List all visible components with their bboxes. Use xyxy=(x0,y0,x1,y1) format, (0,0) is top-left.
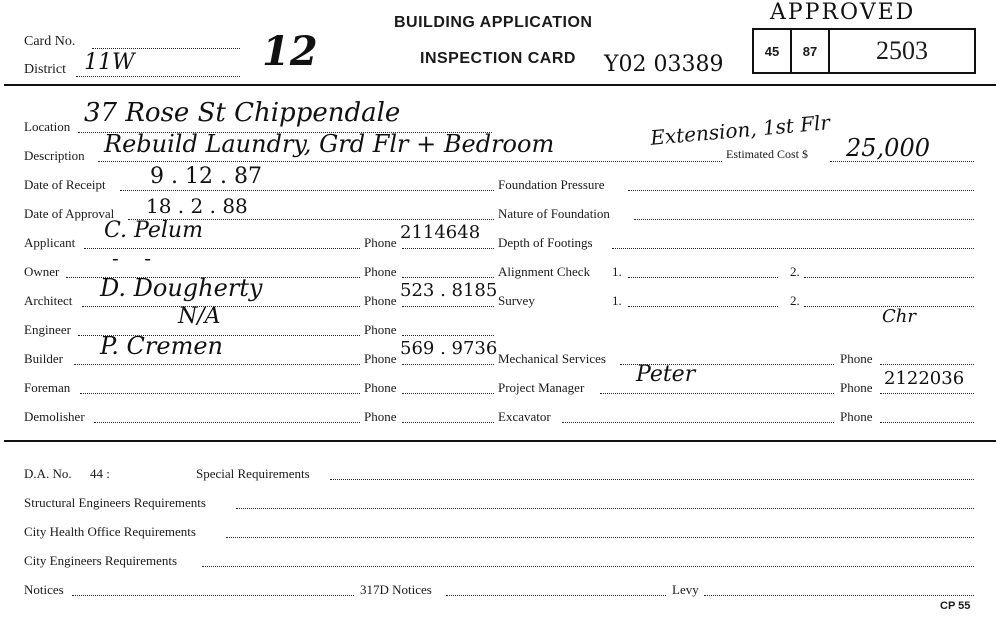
owner-value: - - xyxy=(112,246,151,270)
applicant-phone-line xyxy=(402,248,494,249)
alignment-check-2-label: 2. xyxy=(790,264,800,279)
architect-value: D. Dougherty xyxy=(100,274,263,302)
demolisher-phone-label: Phone xyxy=(364,409,397,424)
card-no-line xyxy=(92,48,240,49)
excavator-label: Excavator xyxy=(498,409,551,424)
date-of-receipt-line xyxy=(120,190,494,191)
alignment-check-2-line xyxy=(804,277,974,278)
demolisher-phone-line xyxy=(402,422,494,423)
engineer-value: N/A xyxy=(178,304,221,329)
excavator-line xyxy=(562,422,834,423)
engineer-phone-label: Phone xyxy=(364,322,397,337)
applicant-value: C. Pelum xyxy=(104,218,203,243)
owner-label: Owner xyxy=(24,264,60,279)
district-label: District xyxy=(24,62,66,77)
date-of-approval-value: 18 . 2 . 88 xyxy=(146,194,248,218)
estimated-cost-value: 25,000 xyxy=(846,134,930,162)
district-line xyxy=(76,76,240,77)
box-cell-2: 87 xyxy=(792,30,830,72)
engineer-phone-line xyxy=(402,335,494,336)
foundation-pressure-label: Foundation Pressure xyxy=(498,177,605,192)
survey-note: Chr xyxy=(882,306,916,327)
description-value: Rebuild Laundry, Grd Flr + Bedroom xyxy=(104,130,555,158)
date-of-receipt-label: Date of Receipt xyxy=(24,177,106,192)
notices-label: Notices xyxy=(24,582,64,597)
location-label: Location xyxy=(24,119,71,134)
da-no-value: 44 : xyxy=(90,466,110,481)
project-manager-phone-line xyxy=(880,393,974,394)
notices-line xyxy=(72,595,354,596)
approved-stamp: APPROVED xyxy=(770,0,916,25)
foreman-label: Foreman xyxy=(24,380,71,395)
special-requirements-line xyxy=(330,479,974,480)
demolisher-line xyxy=(94,422,360,423)
title-line-1: BUILDING APPLICATION xyxy=(394,14,593,31)
card-no-label: Card No. xyxy=(24,34,76,49)
foreman-phone-line xyxy=(402,393,494,394)
notices-317d-line xyxy=(446,595,666,596)
date-of-receipt-value: 9 . 12 . 87 xyxy=(150,164,262,189)
levy-line xyxy=(704,595,974,596)
builder-phone-label: Phone xyxy=(364,351,397,366)
city-engineers-label: City Engineers Requirements xyxy=(24,553,178,568)
project-manager-phone-value: 2122036 xyxy=(884,368,965,389)
city-health-label: City Health Office Requirements xyxy=(24,524,196,539)
district-value: 11W xyxy=(84,50,135,75)
header-rule xyxy=(4,84,996,86)
mechanical-phone-line xyxy=(880,364,974,365)
architect-phone-value: 523 . 8185 xyxy=(400,280,498,301)
form-code: CP 55 xyxy=(940,600,971,612)
structural-requirements-label: Structural Engineers Requirements xyxy=(24,495,206,510)
description-line xyxy=(98,161,722,162)
depth-of-footings-line xyxy=(612,248,974,249)
city-health-line xyxy=(226,537,974,538)
structural-requirements-line xyxy=(236,508,974,509)
project-manager-value: Peter xyxy=(636,362,696,387)
description-label: Description xyxy=(24,148,85,163)
excavator-phone-label: Phone xyxy=(840,409,873,424)
survey-label: Survey xyxy=(498,293,535,308)
mechanical-phone-label: Phone xyxy=(840,351,873,366)
engineer-label: Engineer xyxy=(24,322,71,337)
notices-317d-label: 317D Notices xyxy=(360,582,432,597)
mechanical-services-label: Mechanical Services xyxy=(498,351,606,366)
nature-of-foundation-label: Nature of Foundation xyxy=(498,206,610,221)
foreman-line xyxy=(80,393,360,394)
builder-phone-line xyxy=(402,364,494,365)
owner-phone-line xyxy=(402,277,494,278)
builder-line xyxy=(74,364,360,365)
estimated-cost-label: Estimated Cost $ xyxy=(726,147,808,161)
box-number: 2503 xyxy=(876,36,928,65)
footer-rule xyxy=(4,440,996,442)
alignment-check-1-label: 1. xyxy=(612,264,622,279)
city-engineers-line xyxy=(202,566,974,567)
approval-number-box xyxy=(752,28,976,74)
date-of-approval-label: Date of Approval xyxy=(24,206,115,221)
da-no-label: D.A. No. xyxy=(24,466,72,481)
architect-phone-label: Phone xyxy=(364,293,397,308)
card-no-value: 12 xyxy=(262,28,318,75)
builder-value: P. Cremen xyxy=(100,332,223,360)
box-cell-1: 45 xyxy=(754,30,792,72)
special-requirements-label: Special Requirements xyxy=(196,466,310,481)
nature-of-foundation-line xyxy=(634,219,974,220)
alignment-check-1-line xyxy=(628,277,778,278)
foreman-phone-label: Phone xyxy=(364,380,397,395)
levy-label: Levy xyxy=(672,582,699,597)
applicant-label: Applicant xyxy=(24,235,76,250)
depth-of-footings-label: Depth of Footings xyxy=(498,235,593,250)
survey-2-label: 2. xyxy=(790,293,800,308)
survey-1-label: 1. xyxy=(612,293,622,308)
architect-line xyxy=(82,306,360,307)
excavator-phone-line xyxy=(880,422,974,423)
applicant-phone-label: Phone xyxy=(364,235,397,250)
ref-number: Y02 03389 xyxy=(604,52,724,77)
survey-1-line xyxy=(628,306,778,307)
location-value: 37 Rose St Chippendale xyxy=(84,98,401,128)
demolisher-label: Demolisher xyxy=(24,409,85,424)
alignment-check-label: Alignment Check xyxy=(498,264,591,279)
builder-label: Builder xyxy=(24,351,63,366)
owner-phone-label: Phone xyxy=(364,264,397,279)
foundation-pressure-line xyxy=(628,190,974,191)
description-extra: Extension, 1st Flr xyxy=(649,110,831,150)
applicant-phone-value: 2114648 xyxy=(400,222,481,243)
architect-label: Architect xyxy=(24,293,73,308)
project-manager-label: Project Manager xyxy=(498,380,585,395)
title-line-2: INSPECTION CARD xyxy=(420,50,576,67)
project-manager-phone-label: Phone xyxy=(840,380,873,395)
builder-phone-value: 569 . 9736 xyxy=(400,338,498,359)
project-manager-line xyxy=(600,393,834,394)
architect-phone-line xyxy=(402,306,494,307)
